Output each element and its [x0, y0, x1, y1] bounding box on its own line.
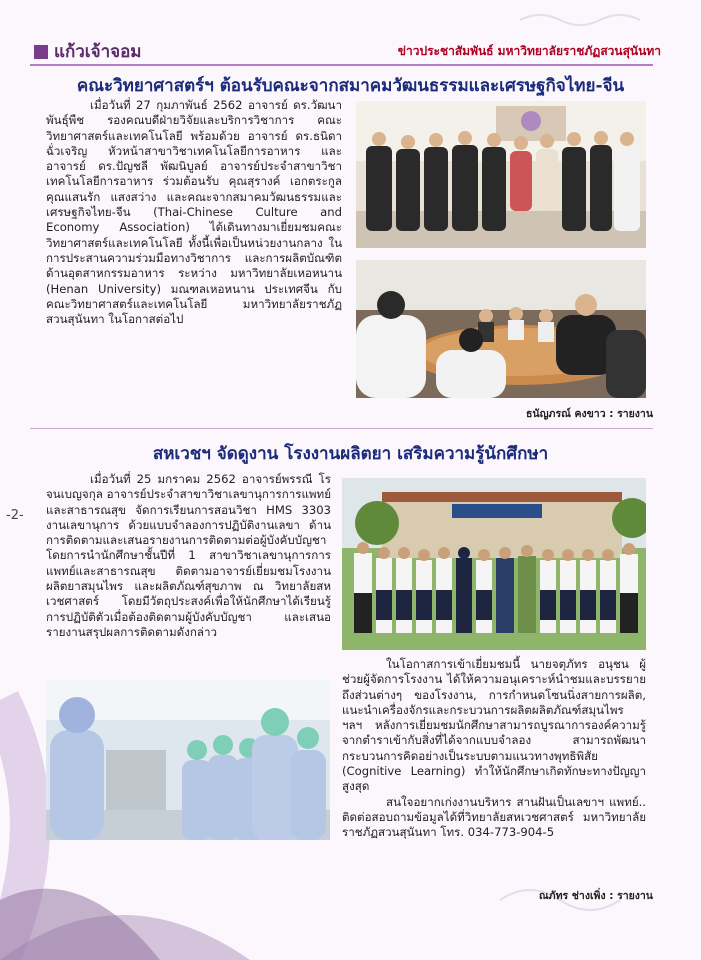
publication-name: ข่าวประชาสัมพันธ์ มหาวิทยาลัยราชภัฏสวนสุนันทา: [397, 44, 661, 58]
section-title-text: แก้วเจ้าจอม: [54, 42, 142, 62]
article1-meeting-photo: [356, 260, 646, 398]
page-number: -2-: [6, 508, 24, 523]
article2-body-3: สนใจอยากเก่งงานบริหาร สานฝันเป็นเลขาฯ แพทย์.. ติดต่อสอบถามข้อมูลได้ที่วิทยาลัยสหเวชศาสตร์ มหาวิทยาลัยราชภัฏสวนสุนันทา โทร. 034-773-904-5: [342, 794, 646, 840]
article2-lab-photo: [46, 680, 330, 840]
article2-title: สหเวชฯ จัดดูงาน โรงงานผลิตยา เสริมความรู้นักศึกษา: [152, 444, 549, 464]
section-marker-icon: [34, 45, 48, 59]
article1-title: คณะวิทยาศาสตร์ฯ ต้อนรับคณะจากสมาคมวัฒนธรรมและเศรษฐกิจไทย-จีน: [76, 76, 625, 96]
article2-group-photo: [342, 478, 646, 650]
article-separator: [30, 428, 653, 429]
article2-credit: ณภัทร ช่างเพิ่ง : รายงาน: [538, 890, 653, 902]
article1-group-photo: [356, 101, 646, 248]
article2-body-2-block: [342, 657, 646, 841]
section-title: [34, 38, 142, 65]
article1-body: เมื่อวันที่ 27 กุมภาพันธ์ 2562 อาจารย์ ดร.วัฒนา พันธุ์พืช รองคณบดีฝ่ายวิจัยและบริการวิชาการ คณะวิทยาศาสตร์และเทคโนโลยี พร้อมด้วย อาจารย์ ดร.ธนิดา ฉั่วเจริญ หัวหน้าสาขาวิชาเทคโนโลยีการอาหาร และอาจารย์ ดร.ปัญชลี พัฒนิบูลย์ อาจารย์ประจำสาขาวิชาเทคโนโลยีการอาหาร ร่วมต้อนรับ คุณสุรางค์ เอกตระกูล คุณแสนรัก แสงสว่าง และคณะจากสมาคมวัฒนธรรมและเศรษฐกิจไทย-จีน (Thai-Chinese Culture and Economy Association) ได้เดินทางมาเยี่ยมชมคณะวิทยาศาสตร์และเทคโนโลยี ทั้งนี้เพื่อเป็นหน่วยงานกลาง ในการประสานความร่วมมือทางวิชาการ และการผลิตบัณฑิตด้านอุตสาหกรรมอาหาร ระหว่าง มหาวิทยาลัยเหอหนาน (Henan University) มณฑลเหอหนาน ประเทศจีน กับ คณะวิทยาศาสตร์และเทคโนโลยี มหาวิทยาลัยราชภัฏสวนสุนันทา ในโอกาสต่อไป: [46, 98, 342, 327]
header-rule: [30, 64, 653, 66]
article2-body-2: ในโอกาสการเข้าเยี่ยมชมนี้ นายจตุภัทร อนุชน ผู้ช่วยผู้จัดการโรงงาน ได้ให้ความอนุเคราะห์นำชมและบรรยายถึงส่วนต่างๆ ของโรงงาน, การกำหนดโซนนิ่งสายการผลิต, แนะนำเครื่องจักรและกระบวนการผลิตผลิตภัณฑ์สมุนไพร ฯลฯ หลังการเยี่ยมชมนักศึกษาสามารถบูรณาการองค์ความรู้จากตำราเข้ากับสิ่งที่ได้จากแบบจำลอง สามารถพัฒนากระบวนการคิดอย่างเป็นระบบตามแนวทางพุทธิพิสัย (Cognitive Learning) ทำให้นักศึกษาเกิดทักษะทางปัญญาสูงสุด: [342, 657, 646, 794]
article2-body-1: เมื่อวันที่ 25 มกราคม 2562 อาจารย์พรรณี โรจนเบญจกุล อาจารย์ประจำสาขาวิชาเลขานุการการแพทย์และสาธารณสุข จัดการเรียนการสอนวิชา HMS 3303 งานเลขานุการ ด้วยแบบจำลองการปฏิบัติงานเลขา ด้านการติดตามและเสนอรายงานการติดตามต่อผู้บังคับบัญชา โดยการนำนักศึกษาชั้นปีที่ 1 สาขาวิชาเลขานุการการแพทย์และสาธารณสุข ติดตามอาจารย์เยี่ยมชมโรงงานผลิตยาสมุนไพร และผลิตภัณฑ์สุขภาพ ณ วิทยาลัยสหเวชศาสตร์ โดยมีวัตถุประสงค์เพื่อให้นักศึกษาได้เรียนรู้การปฏิบัติตัวเมื่อต้องติดตามผู้บังคับบัญชา และเสนอรายงานสรุปผลการติดตามดังกล่าว: [46, 472, 331, 639]
article1-credit: ธนัญภรณ์ คงขาว : รายงาน: [525, 408, 653, 420]
